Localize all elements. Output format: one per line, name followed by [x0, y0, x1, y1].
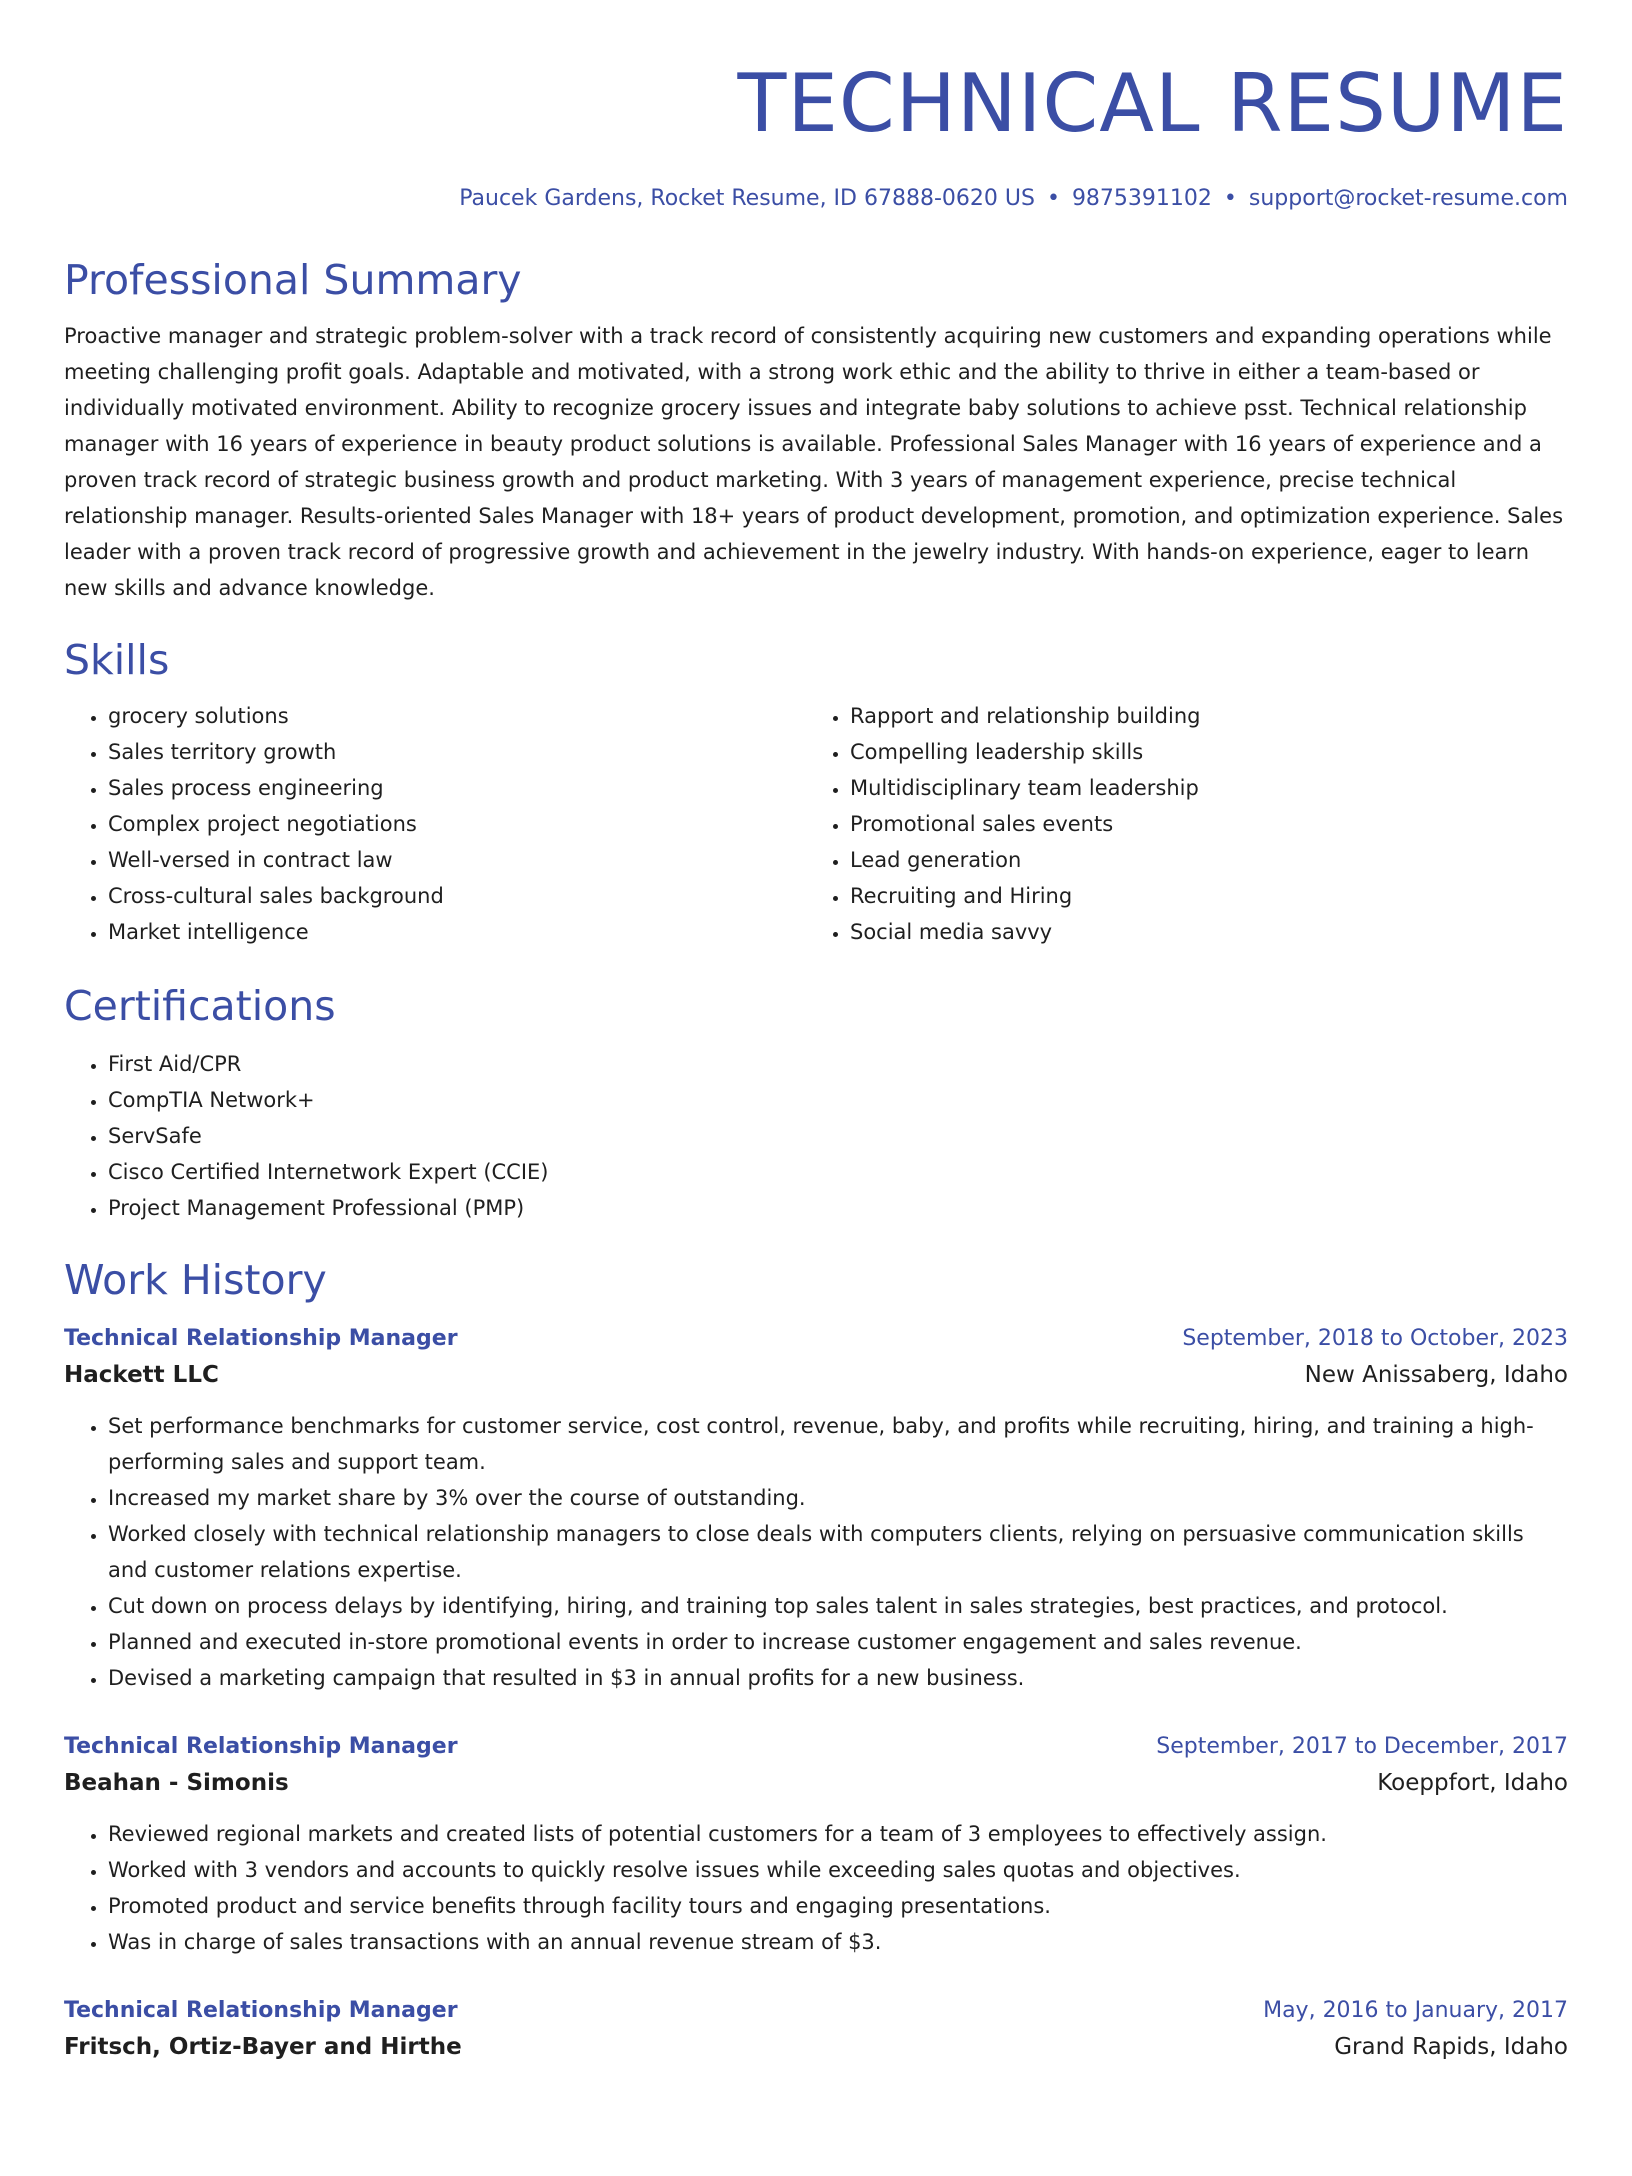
section-heading-skills: Skills [64, 636, 170, 684]
job-dates: May, 2016 to January, 2017 [1263, 1998, 1568, 2023]
job-header [64, 1730, 1568, 1764]
job-bullet: • Set performance benchmarks for customer service, cost control, revenue, baby, and profits while recruiting, hiring, and training a high-performing sales and support team. [108, 1408, 1568, 1480]
job-location: Koeppfort, Idaho [1377, 1770, 1568, 1796]
job-entry [64, 1994, 1568, 2066]
skill-item: • Lead generation [850, 842, 1548, 878]
certification-item: • Project Management Professional (PMP) [108, 1190, 1568, 1226]
contact-line [64, 184, 1568, 214]
job-bullet: • Reviewed regional markets and created lists of potential customers for a team of 3 employees to effectively assign. [108, 1816, 1568, 1852]
certifications-section [64, 982, 1568, 1226]
certification-item: • ServSafe [108, 1118, 1568, 1154]
contact-separator: • [1223, 186, 1237, 211]
job-bullet: • Cut down on process delays by identifying, hiring, and training top sales talent in sales strategies, best practices, and protocol. [108, 1588, 1568, 1624]
job-dates: September, 2017 to December, 2017 [1156, 1734, 1568, 1759]
job-bullet: • Devised a marketing campaign that resulted in $3 in annual profits for a new business. [108, 1660, 1568, 1696]
job-subheader [64, 1356, 1568, 1394]
contact-separator: • [1046, 186, 1060, 211]
job-subheader [64, 1764, 1568, 1802]
job-bullet: • Increased my market share by 3% over the course of outstanding. [108, 1480, 1568, 1516]
certification-item: • Cisco Certified Internetwork Expert (CCIE) [108, 1154, 1568, 1190]
job-title: Technical Relationship Manager [64, 1734, 458, 1759]
job-subheader [64, 2028, 1568, 2066]
job-company: Beahan - Simonis [64, 1770, 289, 1796]
certification-item: • CompTIA Network+ [108, 1082, 1568, 1118]
skills-column-left [64, 698, 806, 950]
resume-header [64, 57, 1568, 214]
skill-item: • Recruiting and Hiring [850, 878, 1548, 914]
section-heading-work-history: Work History [64, 1256, 327, 1304]
job-company: Fritsch, Ortiz-Bayer and Hirthe [64, 2034, 462, 2060]
skill-item: • Social media savvy [850, 914, 1548, 950]
job-header [64, 1322, 1568, 1356]
skill-item: • grocery solutions [108, 698, 806, 734]
skill-item: • Cross-cultural sales background [108, 878, 806, 914]
job-company: Hackett LLC [64, 1362, 219, 1388]
resume-title: TECHNICAL RESUME [737, 57, 1568, 150]
skill-item: • Sales territory growth [108, 734, 806, 770]
work-history-section [64, 1256, 1568, 2066]
job-location: Grand Rapids, Idaho [1334, 2034, 1568, 2060]
certification-item: • First Aid/CPR [108, 1046, 1568, 1082]
job-location: New Anissaberg, Idaho [1304, 1362, 1568, 1388]
skills-columns [64, 698, 1568, 950]
contact-phone: 9875391102 [1071, 186, 1212, 211]
job-bullet: • Promoted product and service benefits through facility tours and engaging presentations. [108, 1888, 1568, 1924]
professional-summary-section [64, 256, 1568, 606]
resume-page [0, 57, 1632, 2176]
skill-item: • Market intelligence [108, 914, 806, 950]
job-bullet: • Was in charge of sales transactions with an annual revenue stream of $3. [108, 1924, 1568, 1960]
job-bullet: • Worked with 3 vendors and accounts to quickly resolve issues while exceeding sales quotas and objectives. [108, 1852, 1568, 1888]
job-entry [64, 1322, 1568, 1696]
skills-list-right [806, 698, 1548, 950]
skill-item: • Compelling leadership skills [850, 734, 1548, 770]
skills-section [64, 636, 1568, 950]
contact-address: Paucek Gardens, Rocket Resume, ID 67888-0620 US [459, 186, 1035, 211]
skill-item: • Sales process engineering [108, 770, 806, 806]
skill-item: • Well-versed in contract law [108, 842, 806, 878]
job-bullet: • Planned and executed in-store promotional events in order to increase customer engagement and sales revenue. [108, 1624, 1568, 1660]
contact-email: support@rocket-resume.com [1248, 186, 1568, 211]
job-bullet: • Worked closely with technical relationship managers to close deals with computers clients, relying on persuasive communication skills and customer relations expertise. [108, 1516, 1568, 1588]
skill-item: • Multidisciplinary team leadership [850, 770, 1548, 806]
job-header [64, 1994, 1568, 2028]
skill-item: • Promotional sales events [850, 806, 1548, 842]
summary-text: Proactive manager and strategic problem-solver with a track record of consistently acquiring new customers and expanding operations while meeting challenging profit goals. Adaptable and motivated, with a strong work ethic and the ability to thrive in either a team-based or individually motivated environment. Ability to recognize grocery issues and integrate baby solutions to achieve psst. Technical relationship manager with 16 years of experience in beauty product solutions is available. Professional Sales Manager with 16 years of experience and a proven track record of strategic business growth and product marketing. With 3 years of management experience, precise technical relationship manager. Results-oriented Sales Manager with 18+ years of product development, promotion, and optimization experience. Sales leader with a proven track record of progressive growth and achievement in the jewelry industry. With hands-on experience, eager to learn new skills and advance knowledge. [64, 324, 1564, 600]
job-dates: September, 2018 to October, 2023 [1182, 1326, 1568, 1351]
section-heading-summary: Professional Summary [64, 256, 522, 304]
skills-column-right [806, 698, 1548, 950]
certifications-list [64, 1046, 1568, 1226]
job-bullets [64, 1816, 1568, 1960]
skill-item: • Complex project negotiations [108, 806, 806, 842]
job-title: Technical Relationship Manager [64, 1326, 458, 1351]
job-entry [64, 1730, 1568, 1960]
skill-item: • Rapport and relationship building [850, 698, 1548, 734]
job-title: Technical Relationship Manager [64, 1998, 458, 2023]
skills-list-left [64, 698, 806, 950]
section-heading-certifications: Certifications [64, 982, 336, 1030]
job-bullets [64, 1408, 1568, 1696]
